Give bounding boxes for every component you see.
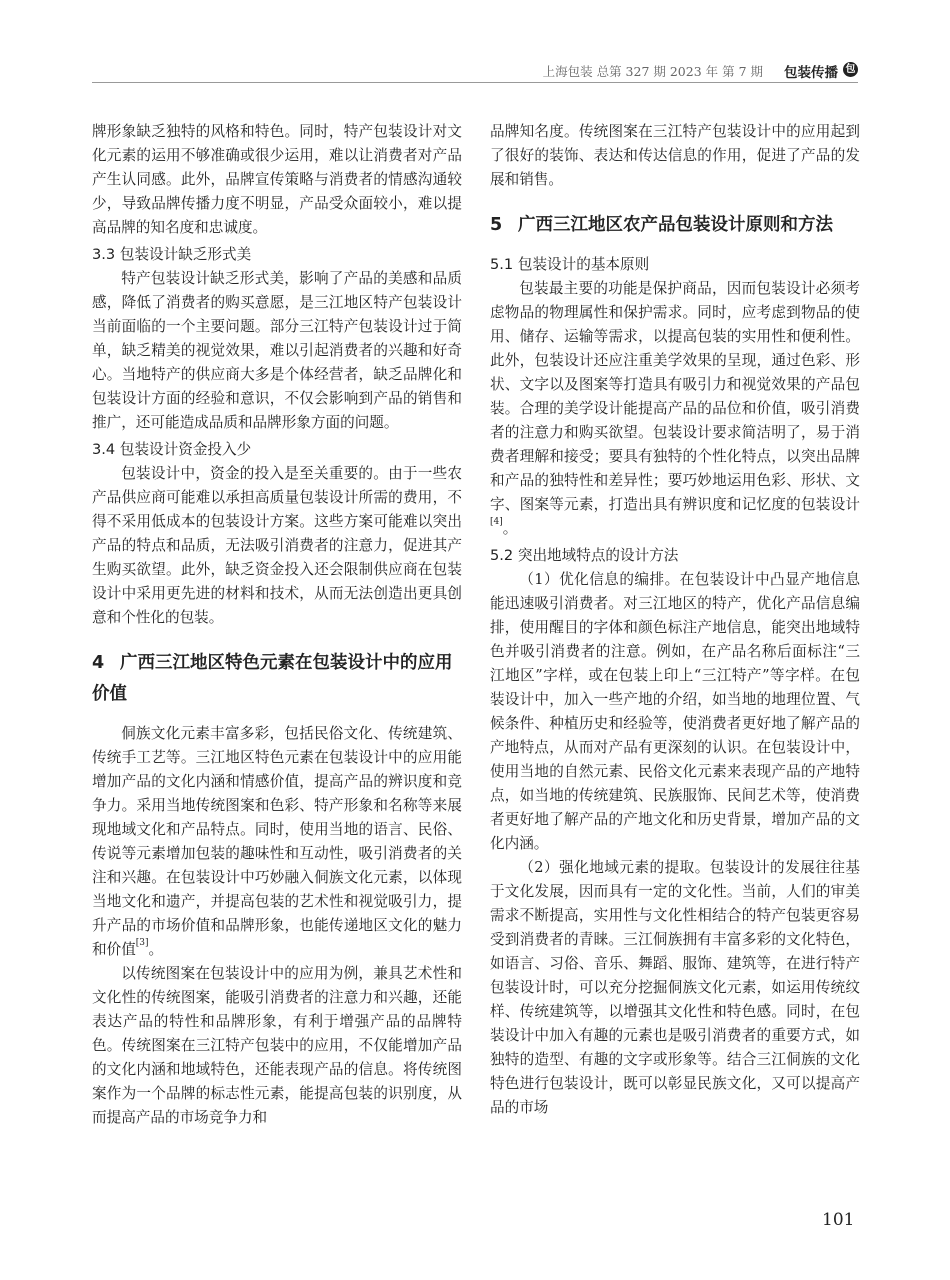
paragraph: 侗族文化元素丰富多彩，包括民俗文化、传统建筑、传统手工艺等。三江地区特色元素在包装设计中的应用能增加产品的文化内涵和情感价值，提高产品的辨识度和竞争力。采用当地传统图案和色彩、特产形象和名称等来展现地域文化和产品特点。同时，使用当地的语言、民俗、传说等元素增加包装的趣味性和互动性，吸引消费者的关注和兴趣。在包装设计中巧妙融入侗族文化元素，以体现当地文化和遗产，并提高包装的艺术性和视觉吸引力，提升产品的市场价值和品牌形象，也能传递地区文化的魅力和价值[3]。 [92,725,462,958]
paragraph: 牌形象缺乏独特的风格和特色。同时，特产包装设计对文化元素的运用不够准确或很少运用，难以让消费者对产品产生认同感。此外，品牌宣传策略与消费者的情感沟通较少，导致品牌传播力度不明显，产品受众面较小，难以提高品牌的知名度和忠诚度。 [92,123,462,236]
section-heading-5-1: 5.1 包装设计的基本原则 [490,256,650,273]
column-logo-icon: 包 [843,62,858,77]
paragraph: 包装设计中，资金的投入是至关重要的。由于一些农产品供应商可能难以承担高质量包装设计所需的费用，不得不采用低成本的包装设计方案。这些方案可能难以突出产品的特点和品质，无法吸引消费者的注意力，促进其产生购买欲望。此外，缺乏资金投入还会限制供应商在包装设计中采用更先进的材料和技术，从而无法创造出更具创意和个性化的包装。 [92,465,462,626]
paragraph: （1）优化信息的编排。在包装设计中凸显产地信息能迅速吸引消费者。对三江地区的特产，优化产品信息编排，使用醒目的字体和颜色标注产地信息，能突出地域特色并吸引消费者的注意。例如，在产品名称后面标注“三江地区”字样，或在包装上印上“三江特产”等字样。在包装设计中，加入一些产地的介绍，如当地的地理位置、气候条件、种植历史和经验等，使消费者更好地了解产品的产地特点，从而对产品有更深刻的认识。在包装设计中，使用当地的自然元素、民俗文化元素来表现产品的产地特点，如当地的传统建筑、民族服饰、民间艺术等，使消费者更好地了解产品的产地文化和历史背景，增加产品的文化内涵。 [490,571,860,852]
paragraph: 品牌知名度。传统图案在三江特产包装设计中的应用起到了很好的装饰、表达和传达信息的作用，促进了产品的发展和销售。 [490,123,860,188]
journal-issue: 上海包装 总第 327 期 2023 年 第 7 期 [542,64,763,79]
section-heading-4: 4 广西三江地区特色元素在包装设计中的应用价值 [92,653,453,704]
citation: [3] [135,938,149,948]
left-column [92,120,462,1130]
section-heading-5-2: 5.2 突出地域特点的设计方法 [490,547,679,564]
running-header [92,60,858,83]
page-number: 101 [822,1210,855,1230]
column-title: 包装传播 [784,65,838,81]
paragraph: 特产包装设计缺乏形式美，影响了产品的美感和品质感，降低了消费者的购买意愿，是三江地区特产包装设计当前面临的一个主要问题。部分三江特产包装设计过于简单，缺乏精美的视觉效果，难以引起消费者的兴趣和好奇心。当地特产的供应商大多是个体经营者，缺乏品牌化和包装设计方面的经验和意识，不仅会影响到产品的销售和推广，还可能造成品质和品牌形象方面的问题。 [92,270,462,431]
paragraph: （2）强化地域元素的提取。包装设计的发展往往基于文化发展，因而具有一定的文化性。当前，人们的审美需求不断提高，实用性与文化性相结合的特产包装更容易受到消费者的青睐。三江侗族拥有丰富多彩的文化特色，如语言、习俗、音乐、舞蹈、服饰、建筑等，在进行特产包装设计时，可以充分挖掘侗族文化元素，如运用传统纹样、传统建筑等，以增强其文化性和特色感。同时，在包装设计中加入有趣的元素也是吸引消费者的重要方式，如独特的造型、有趣的文字或形象等。结合三江侗族的文化特色进行包装设计，既可以彰显民族文化，又可以提高产品的市场 [490,859,860,1116]
section-heading-3-4: 3.4 包装设计资金投入少 [92,441,252,458]
section-heading-5: 5 广西三江地区农产品包装设计原则和方法 [490,215,833,235]
right-column [490,120,860,1120]
paragraph: 以传统图案在包装设计中的应用为例，兼具艺术性和文化性的传统图案，能吸引消费者的注意力和兴趣，还能表达产品的特性和品牌形象，有利于增强产品的品牌特色。传统图案在三江特产包装中的应用，不仅能增加产品的文化内涵和地域特色，还能表现产品的信息。将传统图案作为一个品牌的标志性元素，能提高包装的识别度，从而提高产品的市场竞争力和 [92,965,462,1126]
paragraph: 包装最主要的功能是保护商品，因而包装设计必须考虑物品的物理属性和保护需求。同时，应考虑到物品的使用、储存、运输等需求，以提高包装的实用性和便利性。此外，包装设计还应注重美学效果的呈现，通过色彩、形状、文字以及图案等打造具有吸引力和视觉效果的产品包装。合理的美学设计能提高产品的品位和价值，吸引消费者的注意力和购买欲望。包装设计要求简洁明了，易于消费者理解和接受；要具有独特的个性化特点，以突出品牌和产品的独特性和差异性；要巧妙地运用色彩、形状、文字、图案等元素，打造出具有辨识度和记忆度的包装设计[4]。 [490,280,860,537]
citation: [4] [490,517,503,527]
section-heading-3-3: 3.3 包装设计缺乏形式美 [92,246,252,263]
